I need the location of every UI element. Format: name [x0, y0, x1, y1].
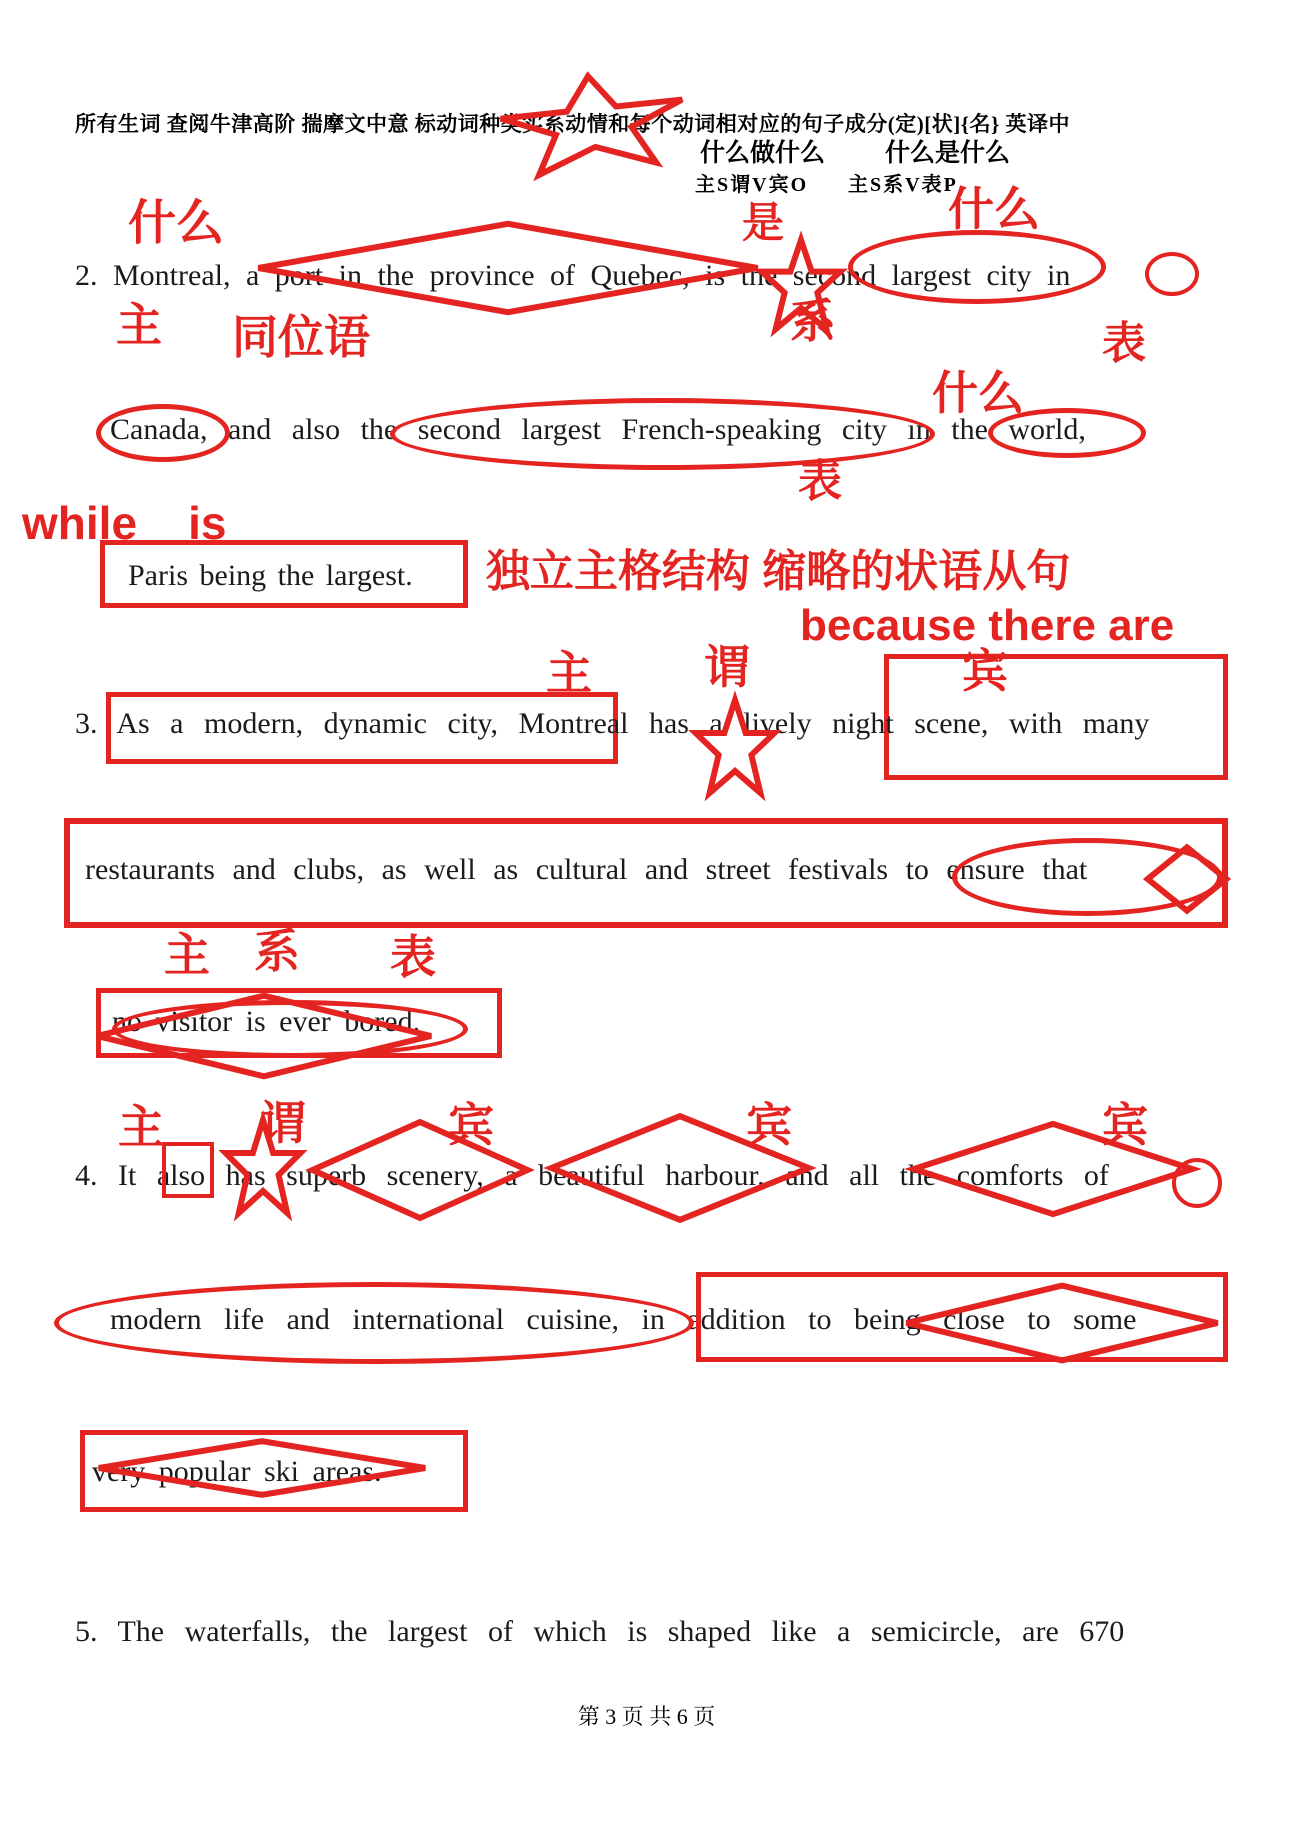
label-predicative-2: 表 — [798, 457, 842, 506]
box-annotation-also — [162, 1142, 214, 1198]
sentence-3-line-2: restaurants and clubs, as well as cultural and street festivals to ensure that — [85, 853, 1088, 886]
star-icon-verb-has-s3 — [694, 698, 776, 798]
label-linking-verb-2: 系 — [254, 925, 300, 977]
sentence-2-line-3: Paris being the largest. — [128, 559, 413, 592]
diamond-annotation-all-the-comforts — [908, 1122, 1198, 1216]
label-predicate-2: 谓 — [260, 1097, 306, 1149]
annotation-absolute-construction-note: 独立主格结构 缩略的状语从句 — [486, 547, 1071, 596]
sentence-3-line-3: no visitor is ever bored. — [112, 1005, 421, 1038]
annotation-what-3: 什么 — [932, 367, 1024, 419]
label-subject-2: 主 — [546, 647, 592, 699]
ellipse-annotation-no-visitor — [112, 1000, 468, 1058]
label-appositive: 同位语 — [232, 311, 370, 363]
annotation-because-there-are: because there are — [800, 601, 1175, 650]
ellipse-annotation-french-speaking — [390, 398, 935, 470]
sentence-4-line-1: 4. It also has superb scenery, a beautiful harbour, and all the comforts of — [75, 1159, 1109, 1192]
label-predicate-1: 谓 — [704, 641, 750, 693]
header-instructions: 所有生词 查阅牛津高阶 揣摩文中意 标动词种类实系动情和每个动词相对应的句子成分(定)[状]{名} 英译中 — [75, 112, 1071, 136]
circle-annotation-in — [1145, 252, 1199, 296]
label-linking-verb-1: 系 — [790, 295, 836, 347]
diamond-annotation-being-close — [900, 1284, 1224, 1362]
header-what-is-what: 什么是什么 — [885, 140, 1011, 167]
page-number: 第 3 页 共 6 页 — [577, 1704, 716, 1729]
header-svo-formula: 主S谓V宾O — [695, 174, 809, 196]
diamond-annotation-beautiful-harbour — [546, 1114, 814, 1222]
sentence-4-line-2: modern life and international cuisine, in addition to being close to some — [110, 1303, 1137, 1336]
diamond-annotation-appositive — [248, 222, 768, 314]
ellipse-annotation-second-largest-city — [848, 230, 1106, 304]
header-svp-formula: 主S系V表P — [848, 174, 958, 196]
diamond-annotation-superb-scenery — [308, 1120, 532, 1220]
annotation-while-is: while is — [22, 497, 227, 549]
ellipse-annotation-the-world — [988, 408, 1146, 458]
header-what-does-what: 什么做什么 — [700, 140, 826, 167]
annotation-is: 是 — [742, 199, 785, 246]
annotation-what-1: 什么 — [128, 197, 225, 250]
label-subject-4: 主 — [118, 1101, 164, 1153]
star-icon-verb-has-s4 — [224, 1118, 302, 1218]
sentence-4-line-3: very popular ski areas. — [92, 1455, 382, 1488]
ellipse-annotation-canada — [96, 404, 230, 462]
circle-annotation-of — [1172, 1158, 1222, 1208]
annotation-what-2: 什么 — [948, 183, 1040, 235]
label-object-3: 宾 — [746, 1099, 792, 1151]
sentence-5-line-1: 5. The waterfalls, the largest of which is shaped like a semicircle, are 670 — [75, 1615, 1125, 1648]
ellipse-annotation-modern-life-cuisine — [54, 1282, 694, 1364]
label-object-4: 宾 — [1102, 1099, 1148, 1151]
diamond-annotation-popular-ski — [92, 1440, 432, 1496]
diamond-annotation-that — [1146, 846, 1228, 912]
sentence-2-line-1: 2. Montreal, a port in the province of Quebec, is the second largest city in — [75, 259, 1071, 292]
label-predicative-1: 表 — [1102, 319, 1146, 368]
sentence-3-line-1: 3. As a modern, dynamic city, Montreal has a lively night scene, with many — [75, 707, 1150, 740]
label-predicative-3: 表 — [390, 931, 436, 983]
label-object-2: 宾 — [448, 1099, 494, 1151]
label-subject-1: 主 — [116, 299, 162, 351]
star-icon-header — [493, 64, 692, 183]
sentence-2-line-2: Canada, and also the second largest French-speaking city in the world, — [110, 413, 1086, 446]
label-object-1: 宾 — [962, 645, 1008, 697]
label-subject-3: 主 — [164, 929, 210, 981]
